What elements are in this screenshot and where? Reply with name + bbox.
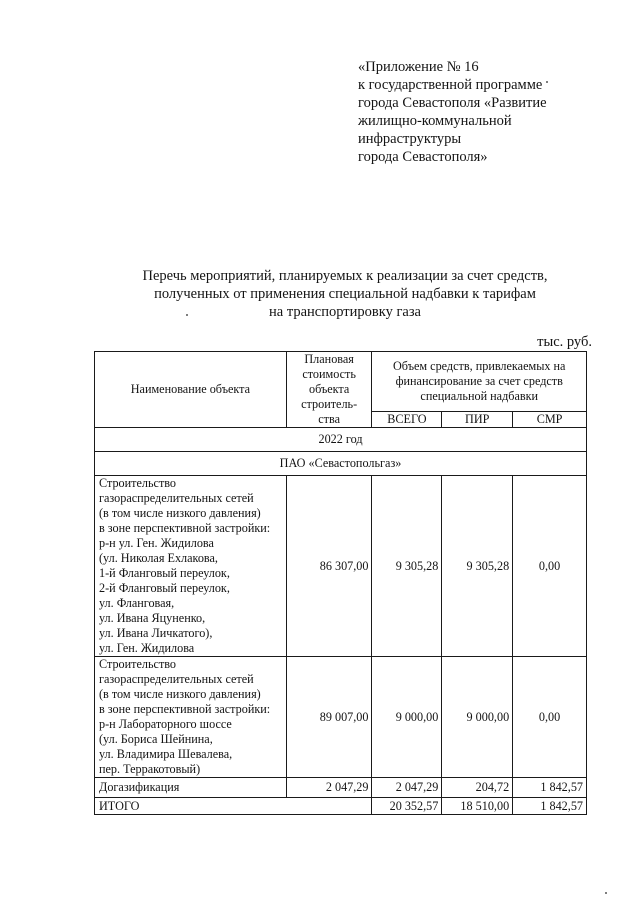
object-name-line: в зоне перспективной застройки: — [99, 702, 271, 716]
header-planned-line: строитель- — [301, 397, 358, 411]
object-name-line: газораспределительных сетей — [99, 672, 254, 686]
appendix-line: к государственной программе — [358, 77, 543, 93]
appendix-line: города Севастополя» — [358, 149, 488, 165]
totals-smr-cell: 1 842,57 — [513, 798, 587, 815]
appendix-line: жилищно-коммунальной — [358, 113, 512, 129]
object-name: Догазификация — [95, 778, 287, 798]
header-pir: ПИР — [442, 412, 513, 428]
header-funds — [372, 352, 587, 412]
planned-cost-cell: 86 307,00 — [286, 476, 372, 657]
object-name-line: Строительство — [99, 476, 177, 490]
title-line: полученных от применения специальной надбавки к тарифам — [154, 286, 536, 302]
funding-table — [94, 351, 587, 815]
document-title — [60, 267, 630, 321]
totals-row — [95, 798, 587, 815]
header-planned-line: ства — [318, 412, 341, 426]
header-planned-cost — [286, 352, 372, 428]
title-line: на транспортировку газа — [269, 304, 421, 320]
pir-cell: 9 000,00 — [442, 657, 513, 778]
object-name-line: ул. Ген. Жидилова — [99, 641, 195, 655]
total-cell: 9 000,00 — [372, 657, 442, 778]
object-name-line: Строительство — [99, 657, 177, 671]
object-name-line: ул. Ивана Яцуненко, — [99, 611, 206, 625]
object-name-line: 1-й Фланговый переулок, — [99, 566, 230, 580]
header-funds-line: специальной надбавки — [420, 389, 539, 403]
total-cell: 9 305,28 — [372, 476, 442, 657]
header-planned-line: стоимость — [302, 367, 356, 381]
object-name-line: (в том числе низкого давления) — [99, 687, 261, 701]
object-name — [95, 476, 287, 657]
object-name-line: газораспределительных сетей — [99, 491, 254, 505]
header-planned-line: объекта — [308, 382, 350, 396]
scan-speck — [186, 314, 188, 316]
header-total: ВСЕГО — [372, 412, 442, 428]
header-object-name: Наименование объекта — [95, 352, 287, 428]
company-row — [95, 452, 587, 476]
planned-cost-cell: 2 047,29 — [286, 778, 372, 798]
object-name-line: пер. Терракотовый) — [99, 762, 201, 776]
header-funds-line: Объем средств, привлекаемых на — [393, 359, 566, 373]
object-name-line: 2-й Фланговый переулок, — [99, 581, 230, 595]
object-name-line: ул. Ивана Личкатого), — [99, 626, 213, 640]
header-smr: СМР — [513, 412, 587, 428]
company-label: ПАО «Севастопольгаз» — [95, 452, 587, 476]
total-cell: 2 047,29 — [372, 778, 442, 798]
header-planned-line: Плановая — [304, 352, 354, 366]
totals-pir-cell: 18 510,00 — [442, 798, 513, 815]
totals-label: ИТОГО — [95, 798, 372, 815]
planned-cost-cell: 89 007,00 — [286, 657, 372, 778]
unit-label: тыс. руб. — [537, 334, 592, 350]
table-row — [95, 476, 587, 657]
object-name-line: (ул. Бориса Шейнина, — [99, 732, 213, 746]
object-name-line: р-н ул. Ген. Жидилова — [99, 536, 214, 550]
object-name-line: ул. Владимира Шевалева, — [99, 747, 233, 761]
object-name-line: р-н Лабораторного шоссе — [99, 717, 232, 731]
appendix-line: «Приложение № 16 — [358, 59, 479, 75]
smr-cell: 1 842,57 — [513, 778, 587, 798]
smr-cell: 0,00 — [513, 476, 587, 657]
object-name-line: (ул. Николая Ехлакова, — [99, 551, 218, 565]
totals-total-cell: 20 352,57 — [372, 798, 442, 815]
smr-cell: 0,00 — [513, 657, 587, 778]
appendix-header — [358, 58, 608, 166]
scan-speck — [605, 892, 607, 894]
title-line: Перечь мероприятий, планируемых к реализации за счет средств, — [142, 268, 548, 284]
year-label: 2022 год — [95, 428, 587, 452]
table-row — [95, 657, 587, 778]
object-name-line: в зоне перспективной застройки: — [99, 521, 271, 535]
year-row — [95, 428, 587, 452]
header-funds-line: финансирование за счет средств — [395, 374, 563, 388]
pir-cell: 204,72 — [442, 778, 513, 798]
object-name-line: ул. Фланговая, — [99, 596, 175, 610]
object-name — [95, 657, 287, 778]
table-row — [95, 778, 587, 798]
pir-cell: 9 305,28 — [442, 476, 513, 657]
scan-speck — [546, 81, 548, 83]
appendix-line: инфраструктуры — [358, 131, 462, 147]
table-header-row — [95, 352, 587, 412]
appendix-line: города Севастополя «Развитие — [358, 95, 547, 111]
object-name-line: (в том числе низкого давления) — [99, 506, 261, 520]
